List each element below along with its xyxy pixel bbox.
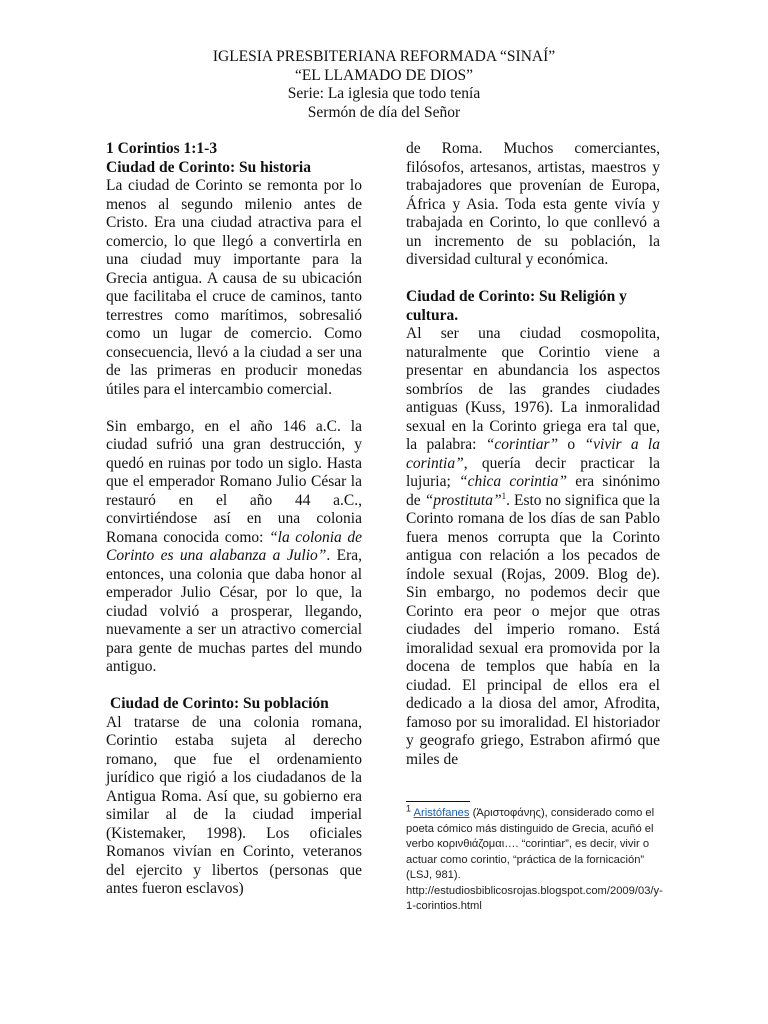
right-column <box>406 140 660 769</box>
quote-colonia: “la colonia de Corinto es una alabanza a Julio” <box>106 528 362 564</box>
sermon-title: “EL LLAMADO DE DIOS” <box>294 66 474 84</box>
paragraph-historia-2: Sin embargo, en el año 146 a.C. la ciudad sufrió una gran destrucción, y quedó en ruinas por todo un siglo. Hasta que el emperador Romano Julio César la restauró en el año 44 a.C., convirtiéndose así en una colonia Romana conocida como: “la colonia de Corinto es una alabanza a Julio”. Era, entonces, una colonia que daba honor al emperador Julio César, por lo que, la ciudad volvió a prosperar, llegando, nuevamente a ser un atractivo comercial para gente de muchas partes del mundo antiguo. <box>106 417 362 675</box>
paragraph-poblacion-cont: de Roma. Muchos comerciantes, filósofos, artesanos, artistas, maestros y trabajadores que provenían de Europa, África y Asia. Toda esta gente vivía y trabajada en Corinto, lo que conllevó a un incremento de su población, la diversidad cultural y económica. <box>406 140 660 268</box>
footnote <box>406 803 668 915</box>
paragraph-religion: Al ser una ciudad cosmopolita, naturalmente que Corintio viene a presentar en abundancia los aspectos sombríos de las grandes ciudades antiguas (Kuss, 1976). La inmoralidad sexual en la Corinto griega era tal que, la palabra: “corintiar” o “vivir a la corintia”, quería decir practicar la lujuria; “chica corintia” era sinónimo de “prostituta”$^1$. Esto no significa que la Corinto romana de los días de san Pablo fuera menos corrupta que la Corinto antigua con relación a los pecados de índole sexual (Rojas, 2009. Blog de). Sin embargo, no podemos decir que Corinto era peor o mejor que otras ciudades del imperio romano. Está imoralidad sexual era promovida por la docena de templos que había en la ciudad. El principal de ellos era el dedicado a la diosa del amor, Afrodita, famoso por su imoralidad. El historiador y geografo griego, Estrabon afirmó que miles de <box>406 325 661 768</box>
footnote-separator <box>406 801 470 802</box>
quote-vivir-corintia: “vivir a la corintia” <box>406 436 660 472</box>
footnote-text: (Ἀριστοφάνης), considerado como el poeta cómico más distinguido de Grecia, acuñó el verbo κορινθιάζομαι…. “corintiar”, es decir, vivir o actuar como corintio, “práctica de la fornicación” (LSJ, 981). http://estudiosbiblicosrojas.blogspot.com/2009/03/y-1-corintios.html <box>406 807 663 912</box>
scripture-reference: 1 Corintios 1:1-3 <box>106 140 218 157</box>
footnote-mark: 1 <box>406 803 412 814</box>
quote-chica-corintia: “chica corintia” <box>458 473 568 490</box>
series-title: Serie: La iglesia que todo tenía <box>287 85 481 102</box>
section-heading-religion: Ciudad de Corinto: Su Religión y cultura. <box>406 288 627 324</box>
paragraph-poblacion: Al tratarse de una colonia romana, Corintio estaba sujeta al derecho romano, que fue el ordenamiento jurídico que rigió a los ciudadanos de la Antigua Roma. Así que, su gobierno era similar al de la ciudad imperial (Kistemaker, 1998). Los oficiales Romanos vivían en Corinto, veteranos del ejercito y libertos (personas que antes fueron esclavos) <box>106 713 362 897</box>
footnote-link-aristofanes[interactable]: Aristófanes <box>413 807 470 819</box>
document-header <box>0 48 768 122</box>
left-column <box>106 140 362 899</box>
sermon-type: Sermón de día del Señor <box>307 103 461 121</box>
quote-corintiar: “corintiar” <box>485 436 559 453</box>
section-heading-historia: Ciudad de Corinto: Su historia <box>106 158 311 176</box>
paragraph-historia-1: La ciudad de Corinto se remonta por lo menos al segundo milenio antes de Cristo. Era una ciudad atractiva para el comercio, lo que llegó a convertirla en una ciudad muy importante para la Grecia antigua. A causa de su ubicación que facilitaba el cruce de caminos, tanto terrestres como marítimos, sobresalió como un lugar de comercio. Como consecuencia, llevó a la ciudad a ser una de las primeras en producir monedas útiles para el intercambio comercial. <box>106 177 362 398</box>
church-name: IGLESIA PRESBITERIANA REFORMADA “SINAÍ” <box>212 48 556 65</box>
footnote-reference[interactable]: 1 <box>501 490 507 501</box>
quote-prostituta: “prostituta” <box>424 491 502 509</box>
section-heading-poblacion: Ciudad de Corinto: Su población <box>110 695 329 712</box>
